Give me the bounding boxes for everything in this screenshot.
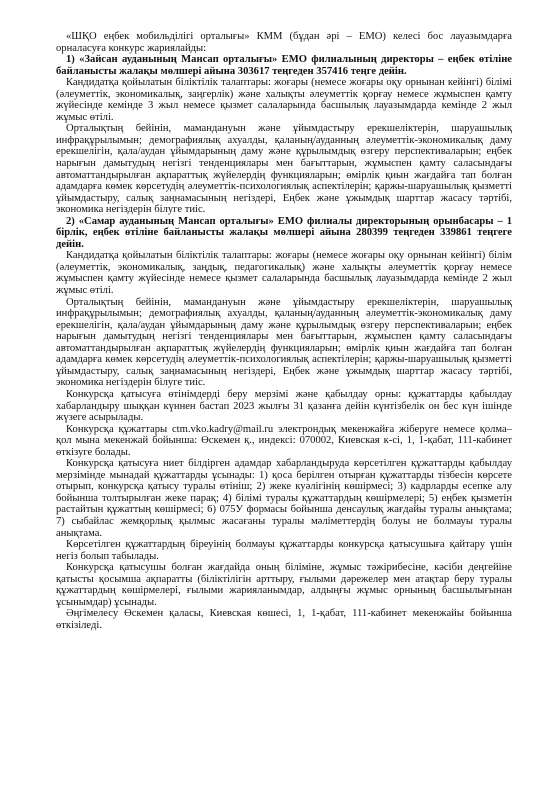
position-2-knowledge: Орталықтың бейінін, мамандануын және ұйымдастыру ерекшеліктерін, шаруашылық инфрақұрылымын; демографиялық ахуалды, қаланың/ауданның әлеуметтік-экономикалық даму ерекшелігін, қала/аудан ұйымдарының даму және құрылымдық өзгеру перспективаларын; еңбек нарығын дамытудың негізгі тенденциялары мен бағыттарын, жұмыспен қамту саласындағы автоматтандырылған ақпараттық жүйелердің функцияларын; өмірлік қиын жағдайға тап болған адамдарға көмек көрсетудің әлеуметтік-психологиялық аспектілерін; қаржы-шаруашылық қызметті ұйымдастыру, салық заңнамасының негіздері, Еңбек және ұжымдық шарттар жасасу тәртібі, экономика негіздерін білуге тиіс. xyxy=(56,296,512,389)
position-2-requirements: Кандидатқа қойылатын біліктілік талаптары: жоғары (немесе жоғары оқу орнынан кейінгі) білім (әлеуметтік, экономикалық, заңдық, педагогикалық) және халықты әлеуметтік қорғау немесе жұмыспен қамту жүйесінде немесе қызмет салаларында басшылық лауазымдарда кемінде 2 жыл жұмыс өтілі. xyxy=(56,250,512,297)
deadline-paragraph: Конкурсқа қатысуға өтінімдерді беру мерзімі және қабылдау орны: құжаттарды қабылдау хабарландыру шыққан күннен бастап 2023 жылғы 31 қазанға дейін күнтізбелік он бес күн ішінде жүзеге асырылады. xyxy=(56,388,512,424)
intro-paragraph: «ШҚО еңбек мобильділігі орталығы» КММ (бұдан әрі – ЕМО) келесі бос лауазымдарға орналасуға конкурс жариялайды: xyxy=(56,31,512,54)
position-1-title: 1) «Зайсан ауданының Мансап орталығы» ЕМО филиалының директоры – еңбек өтіліне байланысты жалақы мөлшері айына 303617 теңгеден 357416 теңге дейін. xyxy=(56,54,512,77)
document-page xyxy=(56,31,512,631)
position-1-requirements: Кандидатқа қойылатын біліктілік талаптары: жоғары (немесе жоғары оқу орнынан кейінгі) білімі (әлеуметтік, экономикалық, заңгерлік) және халықты әлеуметтік қорғау немесе жұмыспен қамту жүйесінде кемінде 3 жыл немесе қызмет салаларында басшылық лауазымдарда кемінде 2 жыл жұмыс өтілі. xyxy=(56,77,512,123)
position-1-knowledge: Орталықтың бейінін, мамандануын және ұйымдастыру ерекшеліктерін, шаруашылық инфрақұрылымын; демографиялық ахуалды, қаланың/ауданның әлеуметтік-экономикалық даму ерекшелігін, қала/аудан ұйымдарының даму және құрылымдық өзгеру перспективаларын; еңбек нарығын дамытудың негізгі тенденциялары мен бағыттарын, жұмыспен қамту саласындағы автоматтандырылған ақпараттық жүйелердің функцияларын; өмірлік қиын жағдайға тап болған адамдарға көмек көрсетудің әлеуметтік-психологиялық аспектілерін; қаржы-шаруашылық қызметті ұйымдастыру, салық заңнамасының негіздері, Еңбек және ұжымдық шарттар жасасу тәртібі, экономика негіздерін білуге тиіс. xyxy=(56,123,512,216)
interview-paragraph: Әңгімелесу Өскемен қаласы, Киевская көшесі, 1, 1-қабат, 111-кабинет мекенжайы бойынша өткізіледі. xyxy=(56,608,512,631)
additional-info-paragraph: Конкурсқа қатысушы болған жағдайда оның біліміне, жұмыс тәжірибесіне, кәсіби деңгейіне қатысты қосымша ақпаратты (біліктілігін арттыру, ғылыми дәрежелер мен атақтар беру туралы құжаттардың көшірмелері, ғылыми жарияланымдар, алдыңғы жұмыс орнының басшылығынан ұсынымдар) ұсынады. xyxy=(56,562,512,608)
refusal-paragraph: Көрсетілген құжаттардың біреуінің болмауы құжаттарды конкурсқа қатысушыға қайтару үшін негіз болып табылады. xyxy=(56,539,512,562)
position-2-title: 2) «Самар ауданының Мансап орталығы» ЕМО филиалы директорының орынбасары – 1 бірлік, еңбек өтіліне байланысты жалақы мөлшері айына 280399 теңгеден 339861 теңгеге дейін. xyxy=(56,215,512,250)
submission-address-paragraph: Конкурсқа құжаттары ctm.vko.kadry@mail.ru электрондық мекенжайға жіберуге немесе қолма–қол мына мекенжай бойынша: Өскемен қ., индексі: 070002, Киевская к-сі, 1, 1-қабат, 111-кабинет өткізуге болады. xyxy=(56,423,512,458)
required-documents-paragraph: Конкурсқа қатысуға ниет білдірген адамдар хабарландыруда көрсетілген құжаттарды қабылдау мерзімінде мынадай құжаттарды ұсынады: 1) қоса берілген отырған құжаттарды тізбесін көрсете отырып, конкурсқа қатысу туралы өтініш; 2) жеке куәлігінің көшірмесі; 3) кадрларды есепке алу бойынша толтырылған жеке парақ; 4) білімі туралы құжаттардың көшірмелері; 5) еңбек қызметін растайтын құжаттың көшірмесі; 6) 075У формасы бойынша денсаулық жағдайы туралы анықтама; 7) сыбайлас жемқорлық қылмыс жасағаны туралы мәліметтердің болуы не болмауы туралы анықтама. xyxy=(56,458,512,539)
